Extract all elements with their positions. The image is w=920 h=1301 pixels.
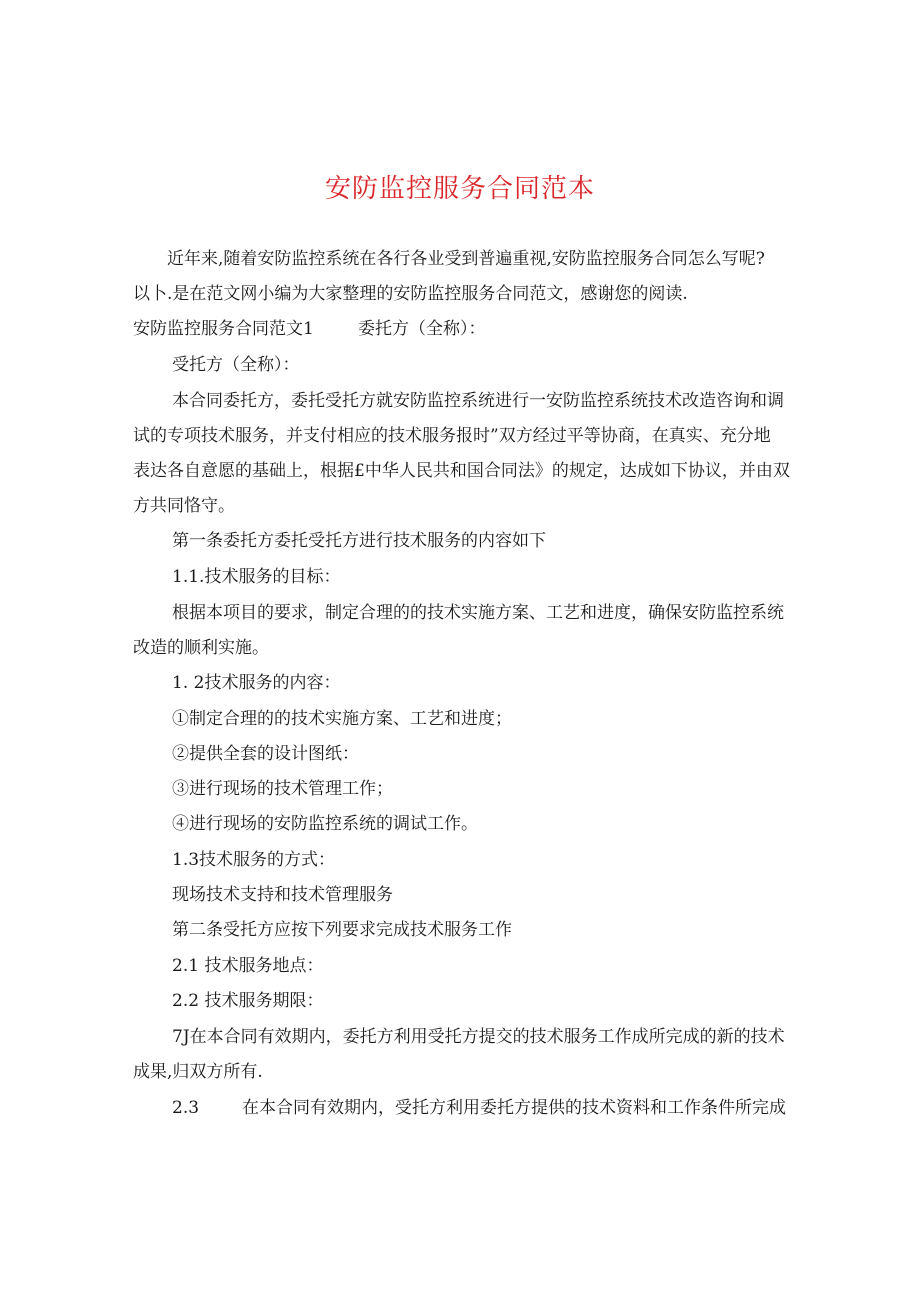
list-item: ①制定合理的的技术实施方案、工艺和进度；: [172, 709, 512, 729]
section-heading: 第二条受托方应按下列要求完成技术服务工作: [172, 920, 512, 940]
paragraph-line: 表达各自意愿的基础上，根据£中华人民共和国合同法》的规定，达成如下协议，并由双: [133, 461, 790, 481]
paragraph-line: 在本合同有效期内，受托方利用委托方提供的技术资料和工作条件所完成: [242, 1098, 786, 1118]
paragraph-line: 2.2 技术服务期限：: [172, 991, 324, 1011]
paragraph-line: 委托方（全称）：: [358, 319, 486, 339]
list-item: ④进行现场的安防监控系统的调试工作。: [172, 814, 478, 834]
list-item: ③进行现场的技术管理工作；: [172, 779, 393, 799]
section-heading: 第一条委托方委托受托方进行技术服务的内容如下: [172, 531, 546, 551]
paragraph-line: 现场技术支持和技术管理服务: [172, 885, 393, 905]
list-item: ②提供全套的设计图纸：: [172, 744, 359, 764]
paragraph-line: 1.1.技术服务的目标：: [172, 567, 341, 587]
paragraph-line: 根据本项目的要求，制定合理的的技术实施方案、工艺和进度，确保安防监控系统: [172, 603, 784, 623]
paragraph-line: 方共同恪守。: [133, 496, 235, 516]
clause-number: 2.3: [172, 1098, 200, 1118]
paragraph-line: 以卜.是在范文网小编为大家整理的安防监控服务合同范文，感谢您的阅读.: [133, 284, 688, 304]
paragraph-line: 安防监控服务合同范文1: [133, 319, 314, 339]
paragraph-line: 成果,归双方所有.: [133, 1062, 263, 1082]
paragraph-line: 7J在本合同有效期内，委托方利用受托方提交的技术服务工作成所完成的新的技术: [172, 1027, 785, 1047]
paragraph-line: 改造的顺利实施。: [133, 638, 269, 658]
paragraph-line: 1.3技术服务的方式：: [172, 850, 336, 870]
paragraph-line: 1. 2技术服务的内容：: [172, 673, 341, 693]
document-title: 安防监控服务合同范本: [324, 174, 595, 204]
paragraph-line: 试的专项技术服务，并支付相应的技术服务报时”双方经过平等协商，在真实、充分地: [133, 426, 771, 446]
paragraph-line: 近年来,随着安防监控系统在各行各业受到普遍重视,安防监控服务合同怎么写呢?: [167, 249, 765, 269]
paragraph-line: 受托方（全称）：: [172, 355, 300, 375]
paragraph-line: 2.1 技术服务地点：: [172, 956, 324, 976]
paragraph-line: 本合同委托方，委托受托方就安防监控系统进行一安防监控系统技术改造咨询和调: [172, 391, 784, 411]
